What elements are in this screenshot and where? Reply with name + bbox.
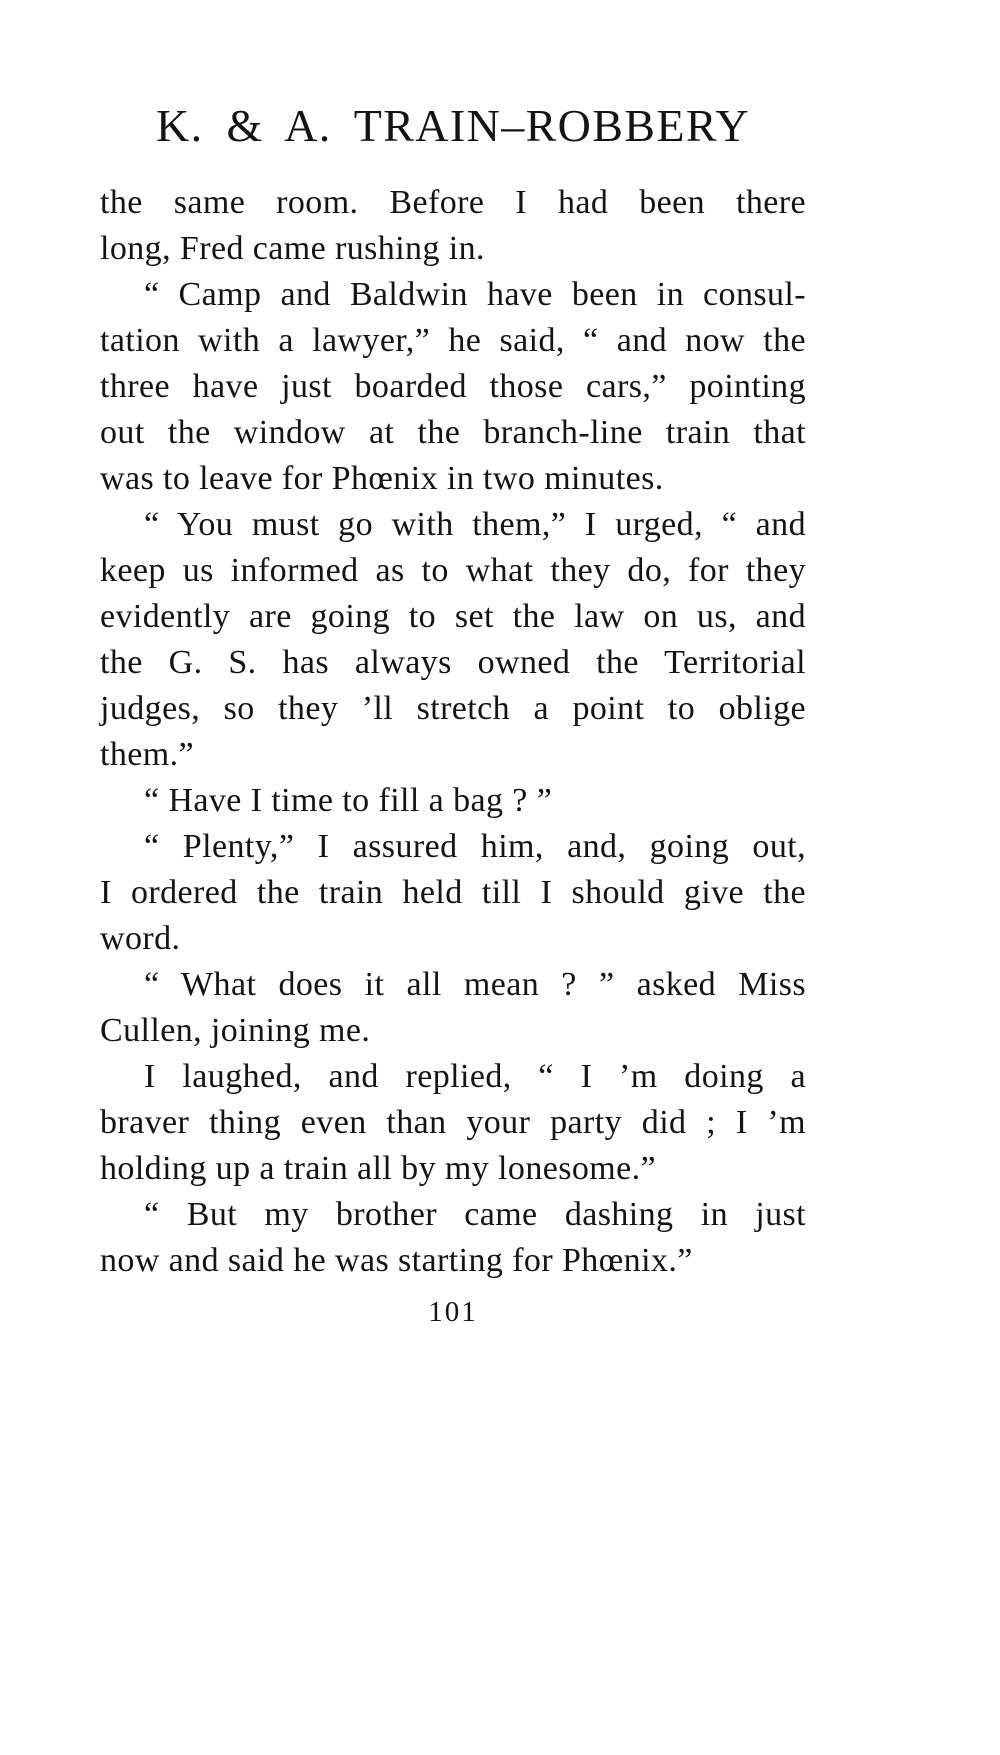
text-line: braver thing even than your party did ; I ’m: [100, 1104, 806, 1141]
text-line: tation with a lawyer,” he said, “ and now the: [100, 322, 806, 359]
text-line: “ What does it all mean ? ” asked Miss: [144, 966, 806, 1003]
text-line: out the window at the branch-line train that: [100, 414, 806, 451]
text-line: judges, so they ’ll stretch a point to oblige: [100, 690, 806, 727]
text-line: long, Fred came rushing in.: [100, 230, 485, 267]
text-line: the same room. Before I had been there: [100, 184, 806, 221]
text-line: “ Camp and Baldwin have been in consul-: [144, 276, 806, 313]
text-line: “ You must go with them,” I urged, “ and: [144, 506, 806, 543]
text-line: “ But my brother came dashing in just: [144, 1196, 806, 1233]
text-line: them.”: [100, 736, 195, 773]
running-head: K. & A. TRAIN–ROBBERY: [156, 100, 750, 151]
text-line: word.: [100, 920, 181, 957]
text-line: the G. S. has always owned the Territorial: [100, 644, 806, 681]
text-line: three have just boarded those cars,” pointing: [100, 368, 806, 405]
text-line: “ Have I time to fill a bag ? ”: [144, 782, 553, 819]
text-line: evidently are going to set the law on us, and: [100, 598, 806, 635]
text-line: Cullen, joining me.: [100, 1012, 371, 1049]
text-line: holding up a train all by my lonesome.”: [100, 1150, 657, 1187]
text-line: I ordered the train held till I should give the: [100, 874, 806, 911]
text-line: was to leave for Phœnix in two minutes.: [100, 460, 664, 497]
page-number: 101: [428, 1296, 478, 1328]
text-block: [100, 180, 806, 1284]
text-line: keep us informed as to what they do, for they: [100, 552, 806, 589]
text-line: I laughed, and replied, “ I ’m doing a: [144, 1058, 806, 1095]
text-line: now and said he was starting for Phœnix.”: [100, 1242, 693, 1279]
text-line: “ Plenty,” I assured him, and, going out,: [144, 828, 806, 865]
